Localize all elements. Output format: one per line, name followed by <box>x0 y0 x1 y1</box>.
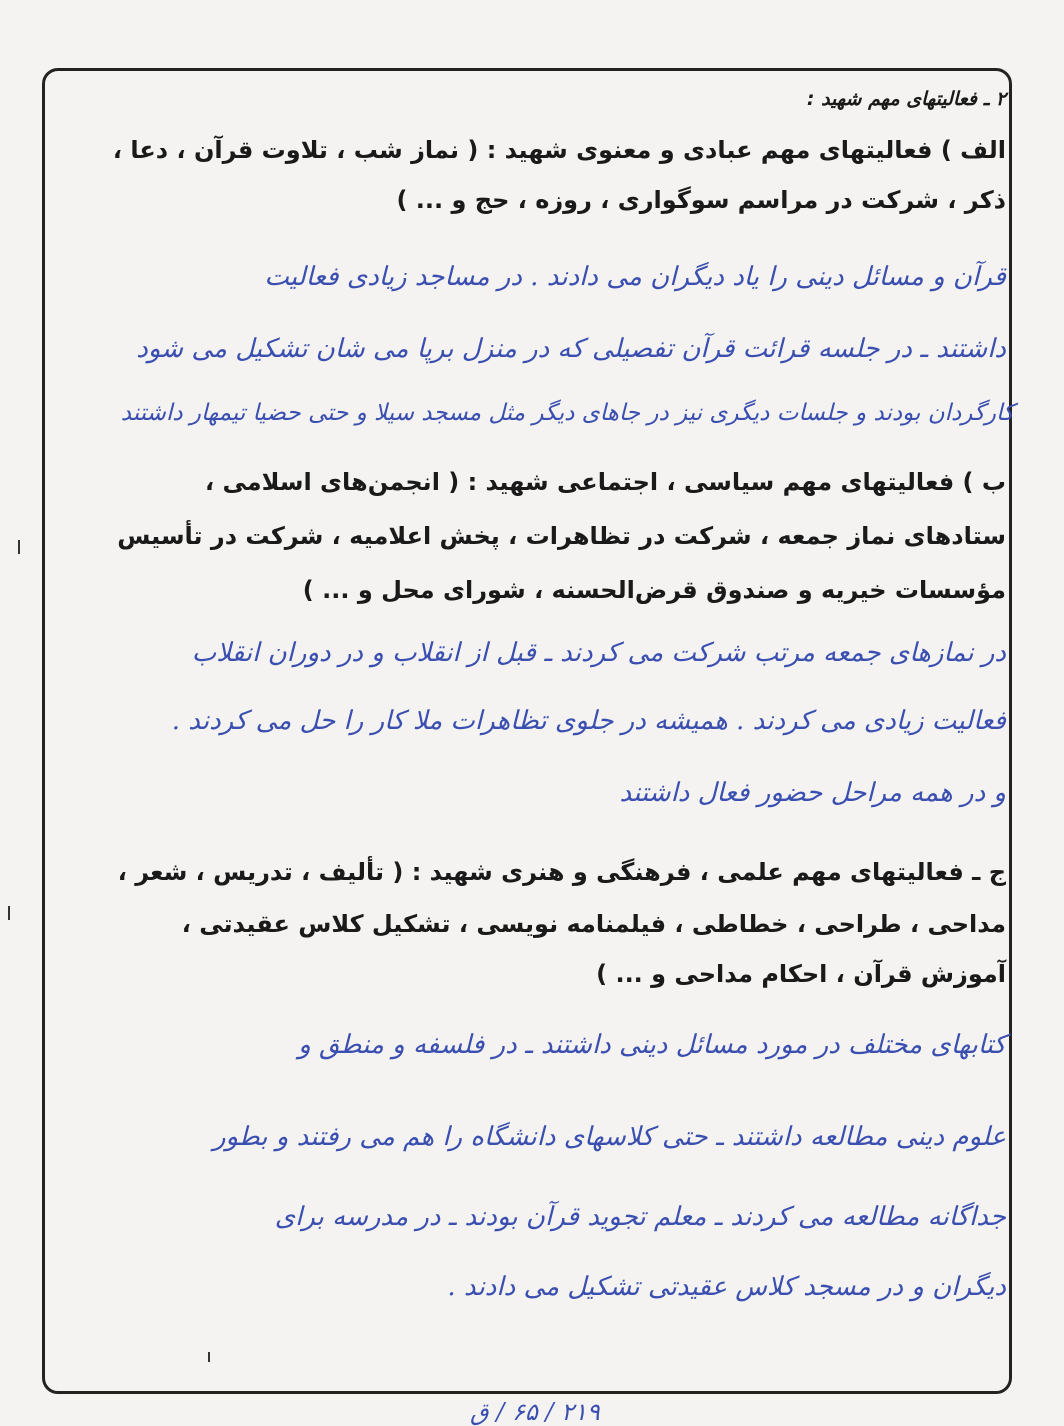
bottom-reference-note: ۲۱۹ / ۶۵ / ق <box>470 1398 600 1426</box>
part-a-printed-line-2: ذکر ، شرکت در مراسم سوگواری ، روزه ، حج و ... ) <box>396 186 1006 214</box>
section-title: ۲ ـ فعالیتهای مهم شهید : <box>806 88 1006 110</box>
part-c-handwritten-line-1: کتابهای مختلف در مورد مسائل دینی داشتند ـ در فلسفه و منطق و <box>298 1030 1006 1060</box>
part-a-handwritten-line-1: قرآن و مسائل دینی را یاد دیگران می دادند . در مساجد زیادی فعالیت <box>264 262 1006 292</box>
part-c-printed-line-2: مداحی ، طراحی ، خطاطی ، فیلمنامه نویسی ، تشکیل کلاس عقیدتی ، <box>181 910 1006 938</box>
part-b-handwritten-line-3: و در همه مراحل حضور فعال داشتند <box>619 778 1006 808</box>
part-a-handwritten-line-3: کارگردان بودند و جلسات دیگری نیز در جاهای دیگر مثل مسجد سیلا و حتی حضیا تیمهار داشتند <box>120 400 1014 426</box>
part-a-handwritten-line-2: داشتند ـ در جلسه قرائت قرآن تفصیلی که در منزل برپا می شان تشکیل می شود <box>136 334 1006 364</box>
part-c-printed-line-3: آموزش قرآن ، احکام مداحی و ... ) <box>596 960 1006 988</box>
part-c-handwritten-line-2: علوم دینی مطالعه داشتند ـ حتی کلاسهای دانشگاه را هم می رفتند و بطور <box>212 1122 1006 1152</box>
part-b-printed-line-1: ب ) فعالیتهای مهم سیاسی ، اجتماعی شهید : ( انجمن‌های اسلامی ، <box>205 468 1006 496</box>
part-c-printed-line-1: ج ـ فعالیتهای مهم علمی ، فرهنگی و هنری شهید : ( تألیف ، تدریس ، شعر ، <box>117 858 1006 886</box>
margin-tick-mark <box>18 540 20 554</box>
part-b-printed-line-2: ستادهای نماز جمعه ، شرکت در تظاهرات ، پخش اعلامیه ، شرکت در تأسیس <box>117 522 1006 550</box>
part-b-handwritten-line-2: فعالیت زیادی می کردند . همیشه در جلوی تظاهرات ملا کار را حل می کردند . <box>171 706 1006 736</box>
part-a-printed-line-1: الف ) فعالیتهای مهم عبادی و معنوی شهید : ( نماز شب ، تلاوت قرآن ، دعا ، <box>112 136 1006 164</box>
part-b-handwritten-line-1: در نمازهای جمعه مرتب شرکت می کردند ـ قبل از انقلاب و در دوران انقلاب <box>191 638 1006 668</box>
part-c-handwritten-line-3: جداگانه مطالعه می کردند ـ معلم تجوید قرآن بودند ـ در مدرسه برای <box>274 1202 1006 1232</box>
part-b-printed-line-3: مؤسسات خیریه و صندوق قرض‌الحسنه ، شورای محل و ... ) <box>302 576 1006 604</box>
stray-pen-mark <box>208 1352 210 1362</box>
part-c-handwritten-line-4: دیگران و در مسجد کلاس عقیدتی تشکیل می دادند . <box>447 1272 1006 1302</box>
margin-tick-mark <box>8 906 10 920</box>
